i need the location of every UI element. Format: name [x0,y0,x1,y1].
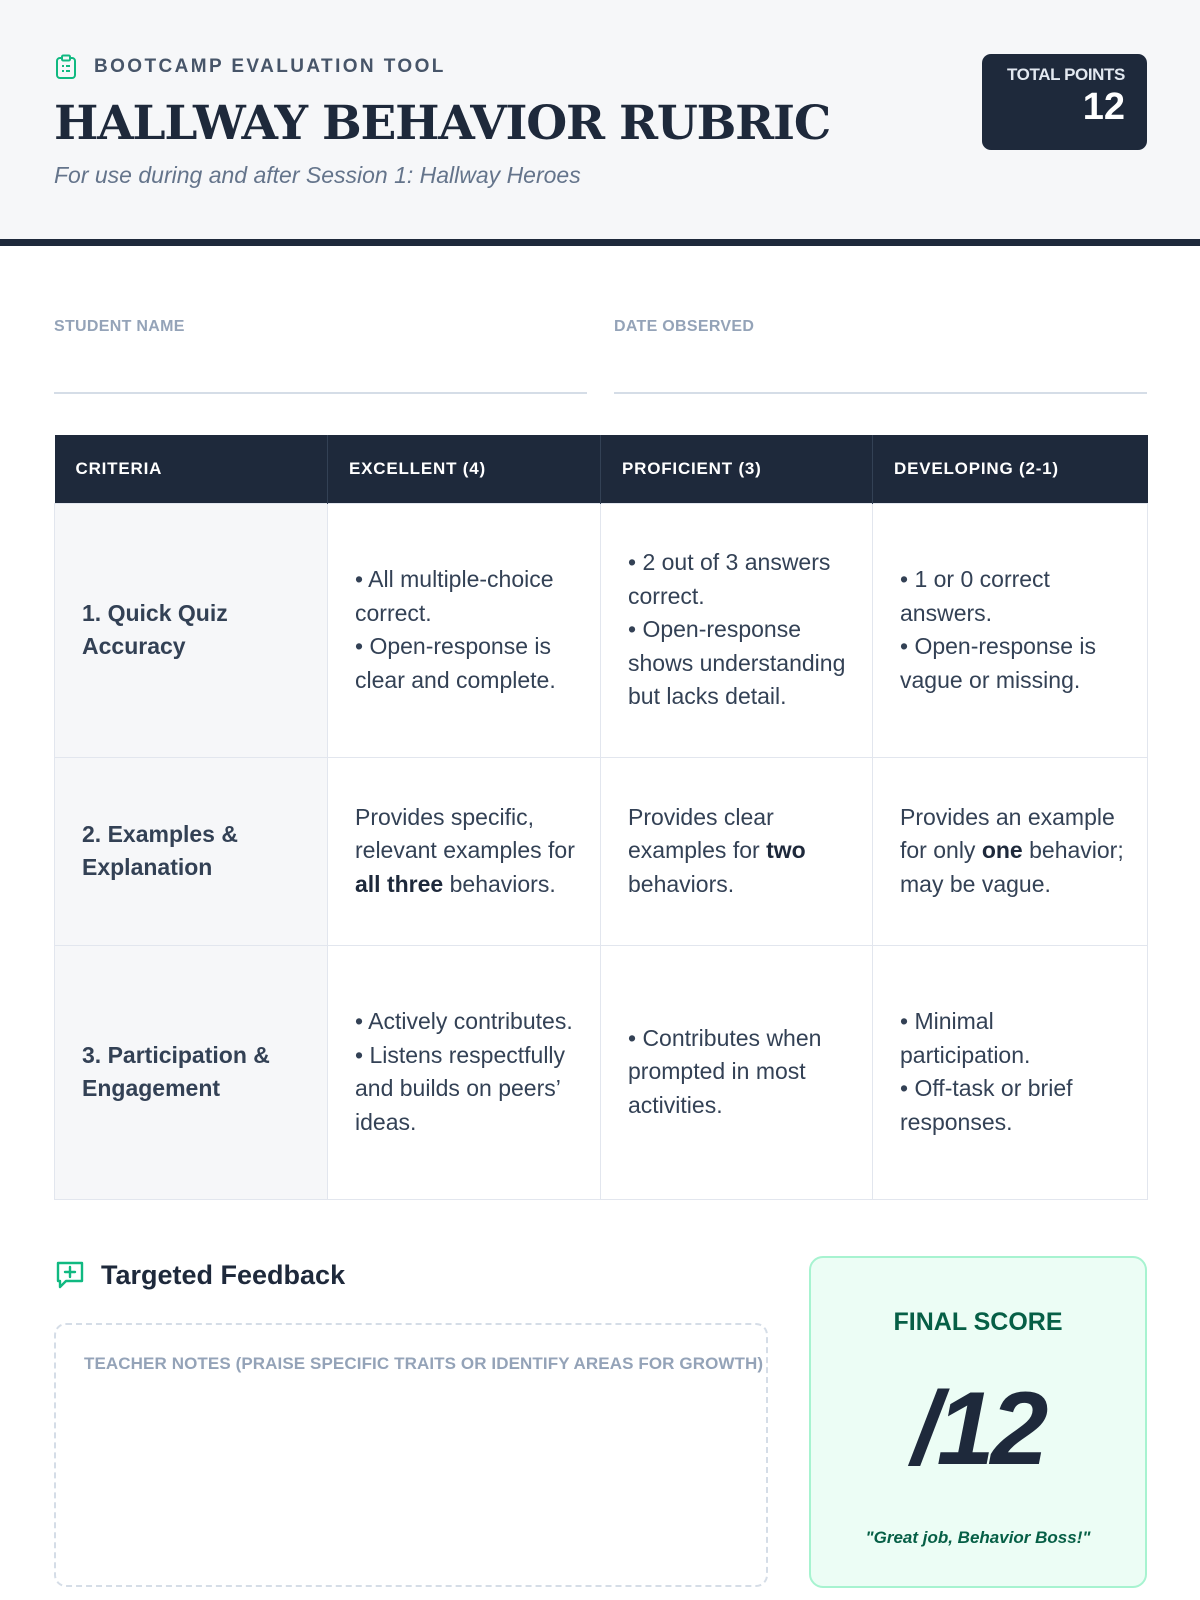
message-plus-icon [54,1259,86,1291]
criteria-cell: 1. Quick Quiz Accuracy [55,503,328,757]
total-points-label: TOTAL POINTS [1007,65,1125,84]
proficient-cell [601,945,873,1199]
descriptor-line: • Actively contributes. [355,1008,573,1034]
final-score-value: /12 [911,1371,1045,1487]
descriptor-line: • Minimal participation. [900,1008,1031,1068]
teacher-notes-label: TEACHER NOTES (PRAISE SPECIFIC TRAITS OR IDENTIFY AREAS FOR GROWTH) [84,1354,764,1373]
descriptor-line: • Listens respectfully and builds on peers’ ideas. [355,1041,566,1135]
descriptor-text: Provides specific, relevant examples for [355,803,575,864]
descriptor-line: • Off-task or brief responses. [900,1075,1073,1135]
total-points-value: 12 [1082,86,1125,128]
col-header-developing: DEVELOPING (2-1) [873,435,1148,503]
feedback-title: Targeted Feedback [101,1259,346,1290]
final-score-message: "Great job, Behavior Boss!" [865,1528,1091,1547]
clipboard-icon [54,54,78,80]
rubric-row-participation [55,945,1148,1199]
descriptor-text: behavior; may be vague. [900,837,1124,897]
descriptor-text: Provides an example for only [900,803,1115,864]
developing-cell [873,945,1148,1199]
descriptor-line: • 2 out of 3 answers correct. [628,549,831,609]
final-score-card [809,1256,1147,1588]
feedback-heading [54,1259,345,1291]
eyebrow [54,53,446,81]
descriptor-emphasis: two [766,837,806,864]
developing-cell [873,503,1148,757]
col-header-proficient: PROFICIENT (3) [601,435,873,503]
rubric-table [54,435,1148,1200]
final-score-label: FINAL SCORE [893,1308,1063,1336]
criteria-cell: 2. Examples & Explanation [55,757,328,945]
descriptor-text: Provides clear examples for [628,803,774,864]
rubric-row-quiz [55,503,1148,757]
rubric-header-row [55,435,1148,503]
student-name-field[interactable] [54,318,587,394]
page-subtitle: For use during and after Session 1: Hallway Heroes [54,162,581,188]
developing-cell [873,757,1148,945]
criteria-cell: 3. Participation & Engagement [55,945,328,1199]
page-title: HALLWAY BEHAVIOR RUBRIC [54,96,831,151]
descriptor-text: behaviors. [628,870,735,897]
descriptor-line: • Open-response shows understanding but lacks detail. [628,616,846,710]
excellent-cell [328,757,601,945]
excellent-cell [328,503,601,757]
total-points-card [982,54,1147,150]
rubric-row-examples [55,757,1148,945]
descriptor-line: • 1 or 0 correct answers. [900,566,1050,626]
student-name-label: STUDENT NAME [54,318,185,335]
descriptor-line: • Open-response is vague or missing. [900,633,1096,693]
descriptor-text: behaviors. [443,870,556,897]
eyebrow-text: BOOTCAMP EVALUATION TOOL [94,56,446,77]
col-header-criteria: CRITERIA [55,435,328,503]
descriptor-emphasis: one [981,837,1023,864]
descriptor-line: • Contributes when prompted in most activities. [628,1024,822,1118]
excellent-cell [328,945,601,1199]
descriptor-line: • Open-response is clear and complete. [355,633,556,693]
date-observed-label: DATE OBSERVED [614,318,755,335]
teacher-notes-area[interactable] [54,1323,768,1587]
date-observed-field[interactable] [614,318,1147,394]
descriptor-line: • All multiple-choice correct. [355,566,554,626]
descriptor-emphasis: all three [355,870,444,897]
proficient-cell [601,757,873,945]
page-header [0,0,1200,246]
proficient-cell [601,503,873,757]
col-header-excellent: EXCELLENT (4) [328,435,601,503]
